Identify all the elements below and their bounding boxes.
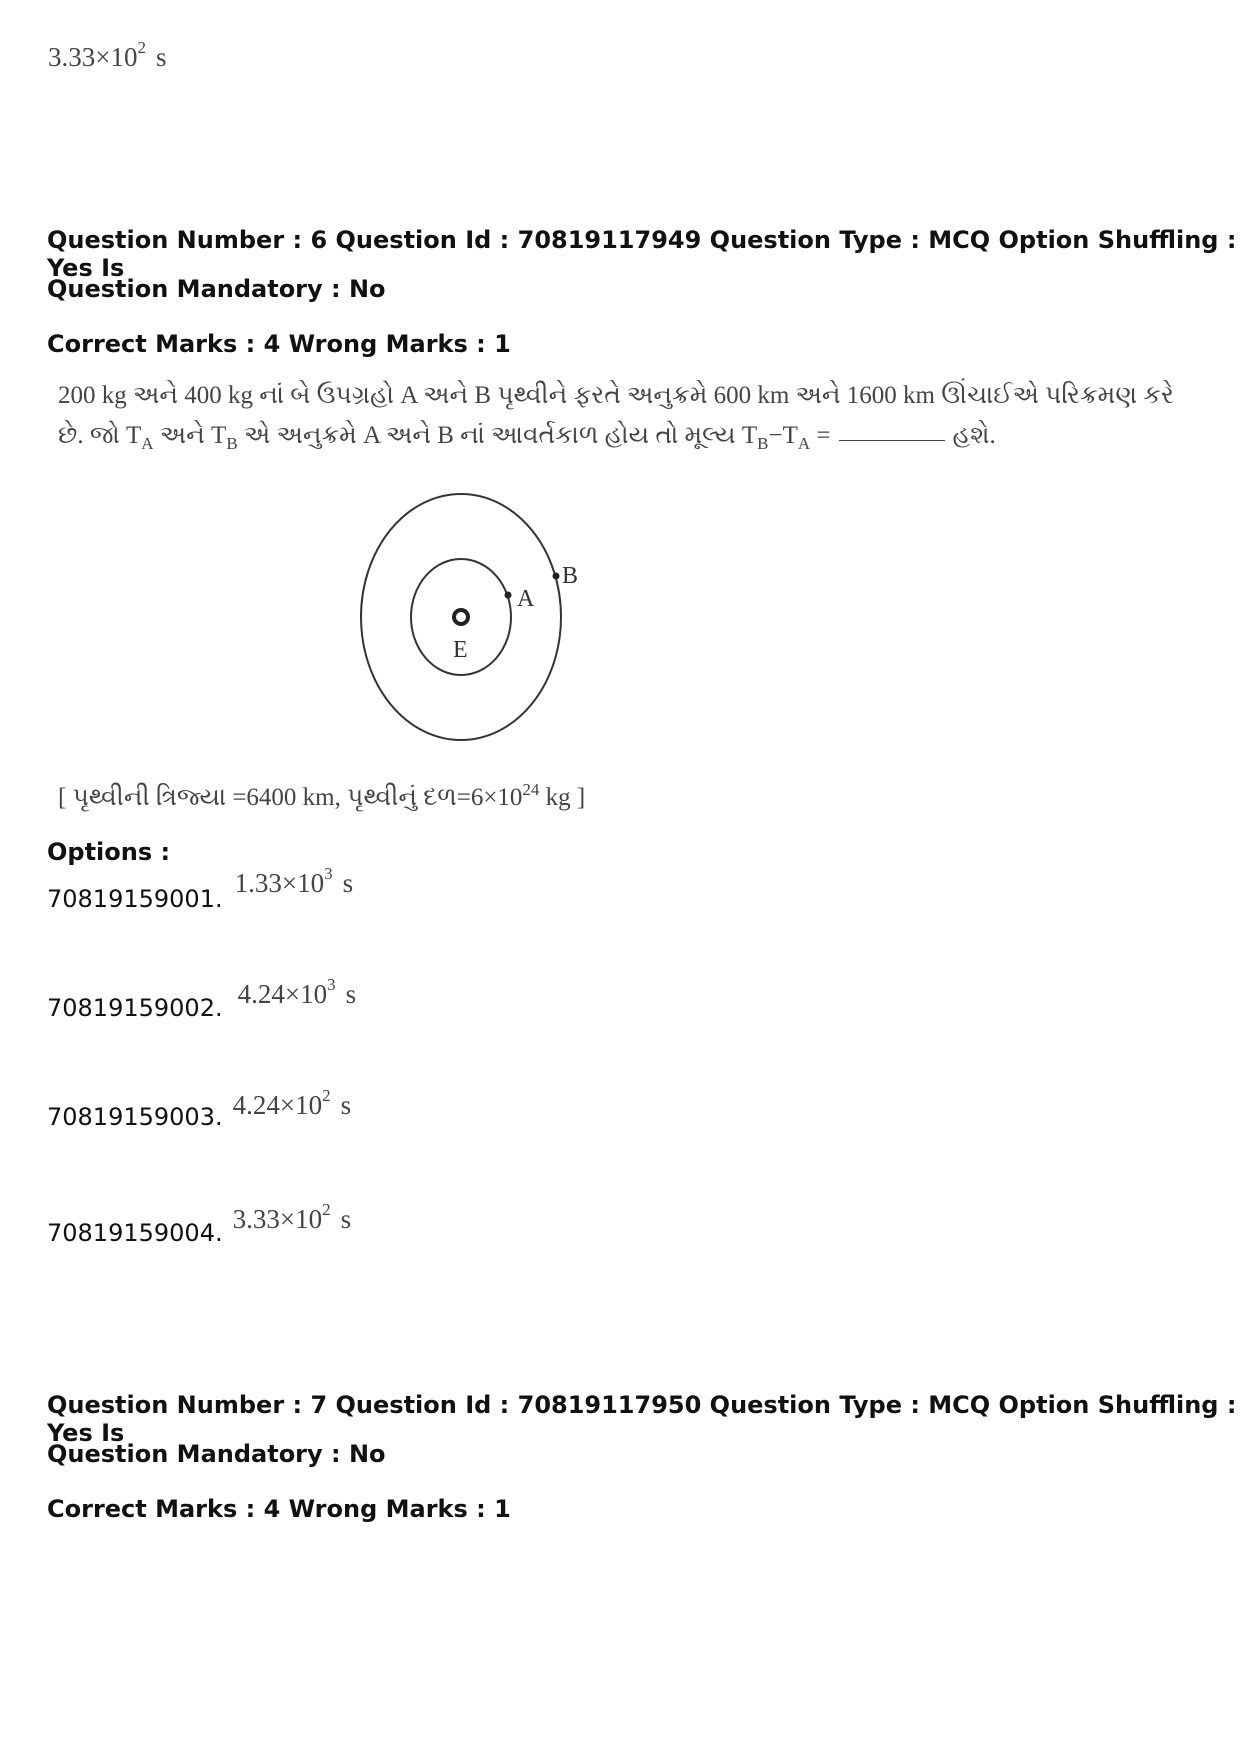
prev-option-value: $3.33\times 10^2$ s bbox=[48, 38, 167, 72]
option-value: $3.33\times 10^2$ s bbox=[232, 1200, 352, 1234]
q6-question-line2: છે. જો $T_A$ અને $T_B$ એ અનુક્રમે A અને B નાં આવર્તકાળ હોય તો મૂલ્ય $T_B-T_A$ = હશે. bbox=[58, 422, 996, 453]
option-value: $4.24\times 10^3$ s bbox=[237, 975, 357, 1009]
q6-header-line1: Question Number : 6 Question Id : 70819117949 Question Type : MCQ Option Shuffling : Yes Is bbox=[47, 226, 1237, 282]
answer-blank bbox=[839, 440, 945, 441]
q6-header-line2: Question Mandatory : No bbox=[47, 275, 386, 303]
option-id: 70819159002. bbox=[47, 994, 223, 1022]
orbit-diagram bbox=[340, 480, 600, 755]
label-e: E bbox=[453, 637, 468, 663]
option-1[interactable] bbox=[47, 864, 354, 913]
option-4[interactable] bbox=[47, 1200, 352, 1247]
outer-orbit bbox=[361, 494, 561, 740]
satellite-a-dot bbox=[505, 592, 512, 599]
option-3[interactable] bbox=[47, 1086, 352, 1131]
q6-given-data: [ પૃથ્વીની ત્રિજ્યા =6400 km, પૃથ્વીનું $દળ=6\times 10^{24}$ kg ] bbox=[58, 780, 586, 811]
label-b: B bbox=[562, 563, 579, 589]
option-value: $1.33\times 10^3$ s bbox=[234, 864, 354, 898]
option-id: 70819159004. bbox=[47, 1219, 223, 1247]
q7-marks: Correct Marks : 4 Wrong Marks : 1 bbox=[47, 1495, 511, 1523]
option-value: $4.24\times 10^2$ s bbox=[232, 1086, 352, 1120]
q7-header-line2: Question Mandatory : No bbox=[47, 1440, 386, 1468]
option-2[interactable] bbox=[47, 975, 357, 1022]
label-a: A bbox=[517, 586, 535, 612]
q6-question-line1: 200 kg અને 400 kg નાં બે ઉપગ્રહો A અને B પૃથ્વીને ફરતે અનુક્રમે 600 km અને 1600 km ઊંચાઈએ પરિક્રમણ કરે bbox=[58, 382, 1174, 409]
earth-marker bbox=[454, 610, 468, 624]
option-id: 70819159003. bbox=[47, 1103, 223, 1131]
options-label: Options : bbox=[47, 838, 171, 866]
q7-header-line1: Question Number : 7 Question Id : 70819117950 Question Type : MCQ Option Shuffling : Yes Is bbox=[47, 1391, 1237, 1447]
option-id: 70819159001. bbox=[47, 885, 223, 913]
q6-marks: Correct Marks : 4 Wrong Marks : 1 bbox=[47, 330, 511, 358]
satellite-b-dot bbox=[553, 573, 560, 580]
